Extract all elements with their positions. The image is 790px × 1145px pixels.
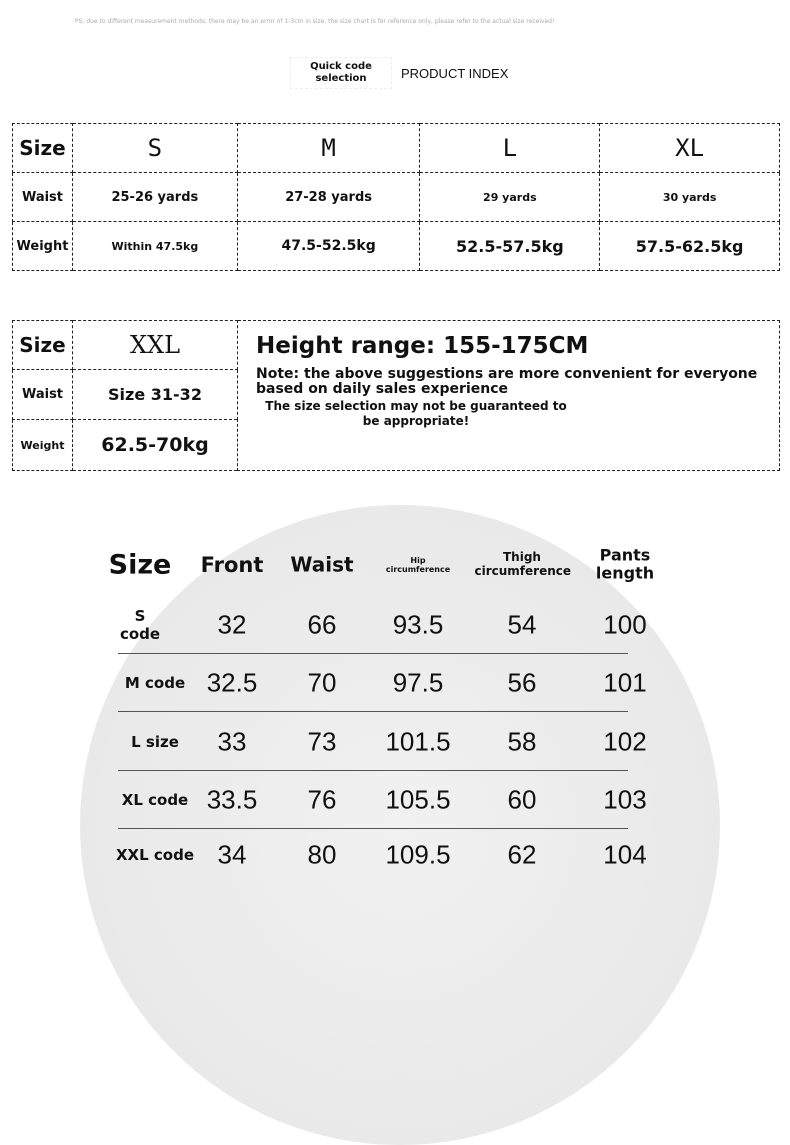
measurement-value: 34 — [217, 839, 247, 870]
row-label: XL code — [121, 791, 189, 809]
note-text: Note: the above suggestions are more convenient for everyone based on daily sales experience — [256, 366, 758, 397]
column-header: Size — [108, 549, 172, 581]
weight-xl: 57.5-62.5kg — [600, 222, 780, 271]
waist-s: 25-26 yards — [72, 173, 237, 222]
weight-l: 52.5-57.5kg — [420, 222, 600, 271]
measurement-value: 101 — [603, 667, 647, 698]
row-label: XXL code — [115, 846, 195, 864]
measurement-value: 73 — [307, 726, 337, 757]
background-circle — [80, 505, 720, 1145]
column-header: Waist — [290, 552, 354, 577]
measurement-value: 93.5 — [392, 609, 444, 640]
size-table-1 — [12, 123, 780, 271]
measurement-value: 101.5 — [385, 726, 451, 757]
measurement-value: 54 — [507, 609, 537, 640]
measurement-value: 66 — [307, 609, 337, 640]
column-header: Hip circumference — [385, 555, 451, 574]
weight-xxl: 62.5-70kg — [73, 420, 238, 471]
row-label: L size — [131, 733, 179, 751]
measurement-disclaimer: PS: due to different measurement methods, there may be an error of 1-3cm in size. the size chart is for reference only, please refer to the actual size received! — [75, 18, 555, 25]
measurement-value: 102 — [603, 726, 647, 757]
measurement-value: 103 — [603, 784, 647, 815]
column-header: Front — [200, 552, 264, 577]
row-label: M code — [124, 674, 186, 692]
measurement-value: 70 — [307, 667, 337, 698]
label-weight: Weight — [13, 420, 73, 471]
row-divider — [118, 711, 628, 712]
row-divider — [118, 770, 628, 771]
label-size: Size — [13, 124, 73, 173]
waist-l: 29 yards — [420, 173, 600, 222]
label-waist: Waist — [13, 173, 73, 222]
waist-m: 27-28 yards — [237, 173, 420, 222]
measurement-value: 104 — [603, 839, 647, 870]
waist-xxl: Size 31-32 — [73, 370, 238, 420]
waist-xl: 30 yards — [600, 173, 780, 222]
measurement-value: 105.5 — [385, 784, 451, 815]
product-index-title: PRODUCT INDEX — [401, 66, 509, 81]
size-m: M — [237, 124, 420, 173]
size-s: S — [72, 124, 237, 173]
size-table-2 — [12, 320, 780, 471]
measurement-value: 32.5 — [206, 667, 258, 698]
row-divider — [118, 828, 628, 829]
weight-s: Within 47.5kg — [72, 222, 237, 271]
label-size: Size — [13, 321, 73, 370]
measurement-value: 100 — [603, 609, 647, 640]
size-note — [238, 321, 780, 471]
quick-code-label: Quick code selection — [290, 57, 392, 89]
label-weight: Weight — [13, 222, 73, 271]
measurement-value: 62 — [507, 839, 537, 870]
size-xxl: XXL — [73, 321, 238, 370]
measurement-value: 33.5 — [206, 784, 258, 815]
measurement-value: 56 — [507, 667, 537, 698]
measurement-value: 76 — [307, 784, 337, 815]
measurement-value: 60 — [507, 784, 537, 815]
column-header: Thigh circumference — [474, 550, 572, 578]
height-range: Height range: 155-175CM — [256, 333, 589, 359]
column-header: Pants length — [595, 545, 655, 583]
weight-m: 47.5-52.5kg — [237, 222, 420, 271]
size-l: L — [420, 124, 600, 173]
measurement-value: 33 — [217, 726, 247, 757]
label-waist: Waist — [13, 370, 73, 420]
warning-text: The size selection may not be guaranteed to be appropriate! — [265, 399, 567, 428]
measurement-value: 32 — [217, 609, 247, 640]
measurement-value: 80 — [307, 839, 337, 870]
row-label: S code — [119, 607, 161, 643]
size-xl: XL — [600, 124, 780, 173]
row-divider — [118, 653, 628, 654]
measurement-value: 97.5 — [392, 667, 444, 698]
measurement-value: 58 — [507, 726, 537, 757]
measurement-value: 109.5 — [385, 839, 451, 870]
